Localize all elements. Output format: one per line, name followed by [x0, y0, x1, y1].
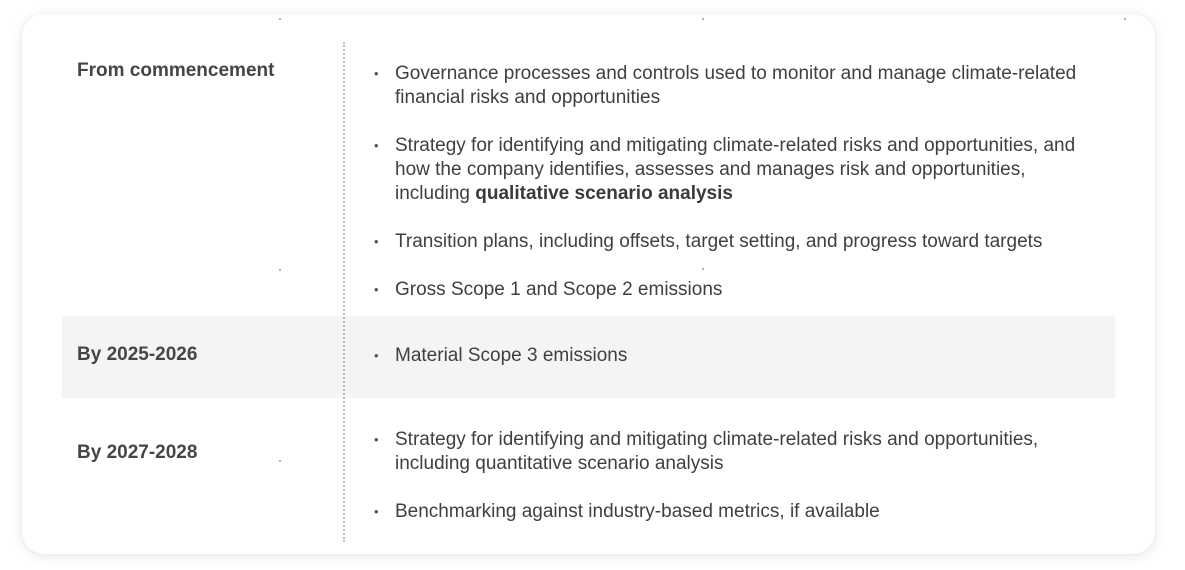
disclosure-timeline-card: [22, 14, 1155, 554]
period-label: From commencement: [77, 60, 275, 81]
list-item: • Governance processes and controls used to monitor and manage climate-related financial risks and opportunities: [374, 62, 1094, 110]
period-label: By 2025-2026: [77, 344, 198, 365]
decorative-dot: [702, 18, 704, 20]
decorative-dot: [279, 18, 281, 20]
requirement-list: [374, 428, 1094, 524]
list-item: • Strategy for identifying and mitigating climate-related risks and opportunities, including quantitative scenario analysis: [374, 428, 1094, 476]
decorative-dot: [1124, 18, 1126, 20]
list-item: • Benchmarking against industry-based metrics, if available: [374, 500, 1094, 524]
decorative-dot: [702, 268, 704, 270]
decorative-dot: [279, 269, 281, 271]
list-item: • Material Scope 3 emissions: [374, 344, 1094, 368]
period-label: By 2027-2028: [77, 442, 198, 463]
column-divider: [343, 42, 345, 542]
requirement-list: [374, 344, 1094, 368]
list-item: • Gross Scope 1 and Scope 2 emissions: [374, 278, 1094, 302]
list-item: • Transition plans, including offsets, target setting, and progress toward targets: [374, 230, 1094, 254]
timeline-row-2025-2026: [62, 316, 1115, 398]
list-item: • Strategy for identifying and mitigating climate-related risks and opportunities, and how the company identifies, assesses and manages risk and opportunities, including qualitative scenario analysis: [374, 134, 1094, 206]
timeline-row-2027-2028: [62, 398, 1115, 538]
requirement-list: [374, 62, 1094, 302]
decorative-dot: [279, 460, 281, 462]
timeline-row-commencement: [62, 40, 1115, 316]
